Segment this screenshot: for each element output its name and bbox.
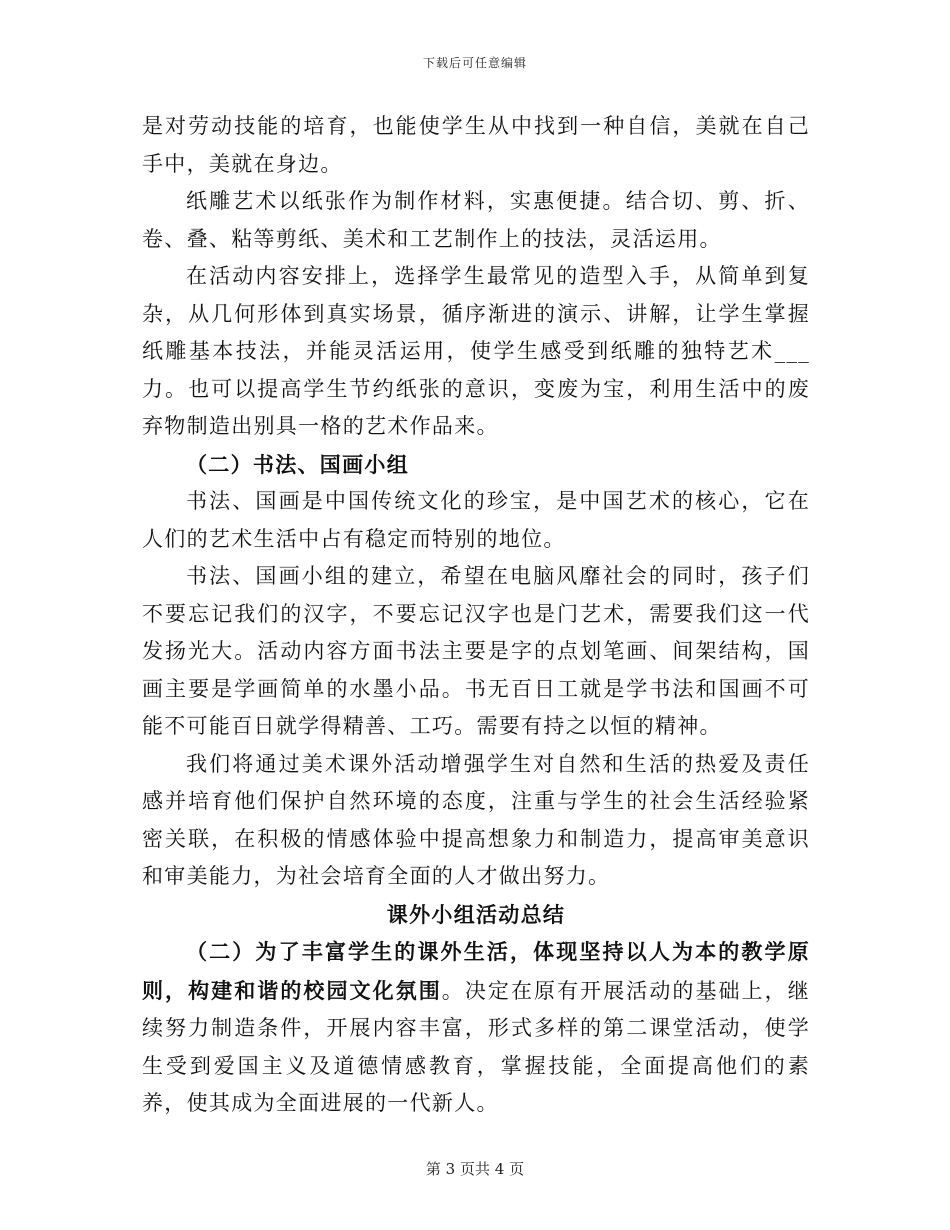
page-footer: 第 3 页共 4 页 xyxy=(425,1160,525,1178)
paragraph-continuation: 是对劳动技能的培育，也能使学生从中找到一种自信，美就在自己手中，美就在身边。 xyxy=(142,114,810,176)
paragraph-activity-arrangement: 在活动内容安排上，选择学生最常见的造型入手，从简单到复杂，从几何形体到真实场景，循序渐进的演示、讲解，让学生掌握纸雕基本技法，并能灵活运用，使学生感受到纸雕的独特艺术___力。也可以提高学生节约纸张的意识，变废为宝，利用生活中的废弃物制造出别具一格的艺术作品来。 xyxy=(142,264,810,438)
document-title: 课外小组活动总结 xyxy=(386,901,566,927)
paragraph-calligraphy-group: 书法、国画小组的建立，希望在电脑风靡社会的同时，孩子们不要忘记我们的汉字，不要忘记汉字也是门艺术，需要我们这一代发扬光大。活动内容方面书法主要是字的点划笔画、间架结构，国画主要是学画简单的水墨小品。书无百日工就是学书法和国画不可能不可能百日就学得精善、工巧。需要有持之以恒的精神。 xyxy=(142,564,810,738)
paragraph-paper-carving-materials: 纸雕艺术以纸张作为制作材料，实惠便捷。结合切、剪、折、卷、叠、粘等剪纸、美术和工艺制作上的技法，灵活运用。 xyxy=(142,189,810,251)
section-heading-calligraphy: （二）书法、国画小组 xyxy=(186,451,409,477)
summary-bold-lead: （二）为了丰富学生的课外生活，体现坚持以人为本的教学原则，构建和谐的校园文化氛围 xyxy=(142,939,810,1003)
page-header: 下载后可任意编辑 xyxy=(422,56,527,70)
document-body xyxy=(142,108,810,1123)
paragraph-art-goals: 我们将通过美术课外活动增强学生对自然和生活的热爱及责任感并培育他们保护自然环境的态度，注重与学生的社会生活经验紧密关联，在积极的情感体验中提高想象力和制造力，提高审美意识和审美能力，为社会培育全面的人才做出努力。 xyxy=(142,751,810,888)
paragraph-summary xyxy=(142,933,810,1123)
summary-rest: 。决定在原有开展活动的基础上，继续努力制造条件，开展内容丰富，形式多样的第二课堂活动，使学生受到爱国主义及道德情感教育，掌握技能，全面提高他们的素养，使其成为全面进展的一代新人。 xyxy=(142,978,810,1115)
paragraph-calligraphy-intro: 书法、国画是中国传统文化的珍宝，是中国艺术的核心，它在人们的艺术生活中占有稳定而特别的地位。 xyxy=(142,489,810,551)
